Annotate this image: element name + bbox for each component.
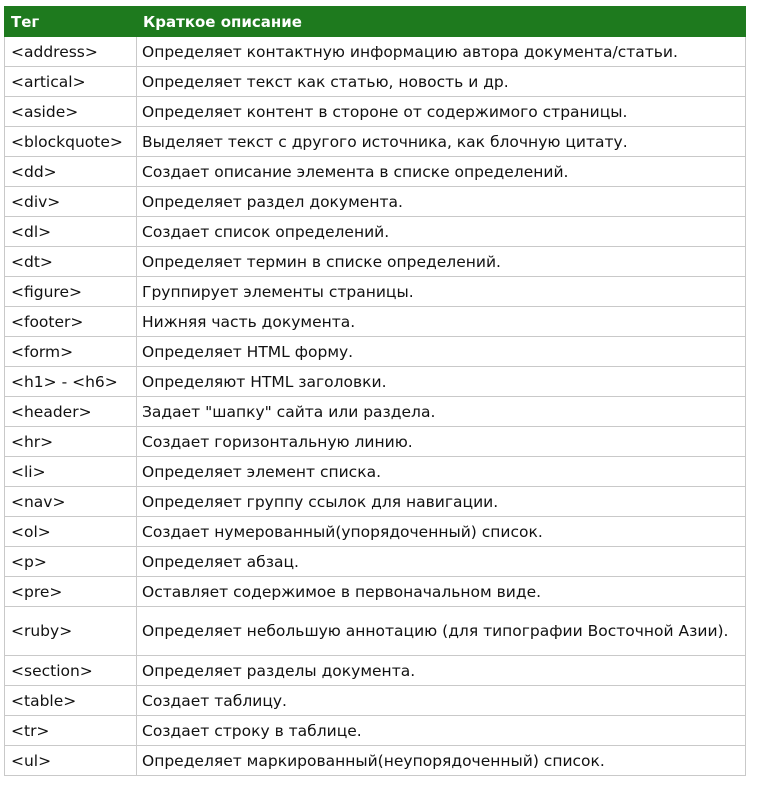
table-row [5,656,746,686]
table-row [5,67,746,97]
description-cell: Определяет HTML форму. [137,337,746,367]
description-cell: Оставляет содержимое в первоначальном виде. [137,577,746,607]
tag-cell: <hr> [5,427,137,457]
tag-cell: <table> [5,686,137,716]
description-cell: Создает список определений. [137,217,746,247]
table-body [5,37,746,776]
table-row [5,547,746,577]
description-cell: Определяет группу ссылок для навигации. [137,487,746,517]
description-cell: Определяет текст как статью, новость и др. [137,67,746,97]
tag-cell: <dt> [5,247,137,277]
table-row [5,367,746,397]
table-row [5,247,746,277]
description-cell: Определяет разделы документа. [137,656,746,686]
table-row [5,217,746,247]
tag-cell: <form> [5,337,137,367]
description-cell: Создает таблицу. [137,686,746,716]
tag-cell: <ol> [5,517,137,547]
description-cell: Создает описание элемента в списке определений. [137,157,746,187]
table-row [5,127,746,157]
tag-cell: <p> [5,547,137,577]
description-cell: Создает горизонтальную линию. [137,427,746,457]
tag-cell: <ul> [5,746,137,776]
table-row [5,487,746,517]
table-row [5,337,746,367]
table-row [5,716,746,746]
table-row [5,607,746,656]
column-header-tag: Тег [5,7,137,37]
tag-cell: <h1> - <h6> [5,367,137,397]
tag-cell: <footer> [5,307,137,337]
description-cell: Определяет абзац. [137,547,746,577]
tag-cell: <section> [5,656,137,686]
description-cell: Определяет маркированный(неупорядоченный) список. [137,746,746,776]
description-cell: Создает нумерованный(упорядоченный) список. [137,517,746,547]
table-row [5,307,746,337]
tag-cell: <blockquote> [5,127,137,157]
description-cell: Нижняя часть документа. [137,307,746,337]
table-row [5,157,746,187]
table-row [5,37,746,67]
tag-cell: <li> [5,457,137,487]
description-cell: Определяет термин в списке определений. [137,247,746,277]
tags-table-container [4,6,745,776]
table-row [5,686,746,716]
table-row [5,427,746,457]
tag-cell: <dl> [5,217,137,247]
table-header-row [5,7,746,37]
column-header-description: Краткое описание [137,7,746,37]
table-row [5,517,746,547]
tag-cell: <pre> [5,577,137,607]
description-cell: Определяет небольшую аннотацию (для типографии Восточной Азии). [137,607,746,656]
tag-cell: <tr> [5,716,137,746]
table-row [5,746,746,776]
table-row [5,457,746,487]
description-cell: Определяют HTML заголовки. [137,367,746,397]
description-cell: Определяет контент в стороне от содержимого страницы. [137,97,746,127]
tag-cell: <figure> [5,277,137,307]
tag-cell: <nav> [5,487,137,517]
table-row [5,187,746,217]
table-row [5,577,746,607]
description-cell: Определяет контактную информацию автора документа/статьи. [137,37,746,67]
description-cell: Создает строку в таблице. [137,716,746,746]
description-cell: Определяет элемент списка. [137,457,746,487]
description-cell: Задает "шапку" сайта или раздела. [137,397,746,427]
description-cell: Группирует элементы страницы. [137,277,746,307]
html-tags-table [4,6,746,776]
description-cell: Выделяет текст с другого источника, как блочную цитату. [137,127,746,157]
tag-cell: <header> [5,397,137,427]
tag-cell: <aside> [5,97,137,127]
tag-cell: <address> [5,37,137,67]
tag-cell: <artical> [5,67,137,97]
tag-cell: <dd> [5,157,137,187]
tag-cell: <div> [5,187,137,217]
tag-cell: <ruby> [5,607,137,656]
table-row [5,397,746,427]
table-row [5,97,746,127]
description-cell: Определяет раздел документа. [137,187,746,217]
table-row [5,277,746,307]
